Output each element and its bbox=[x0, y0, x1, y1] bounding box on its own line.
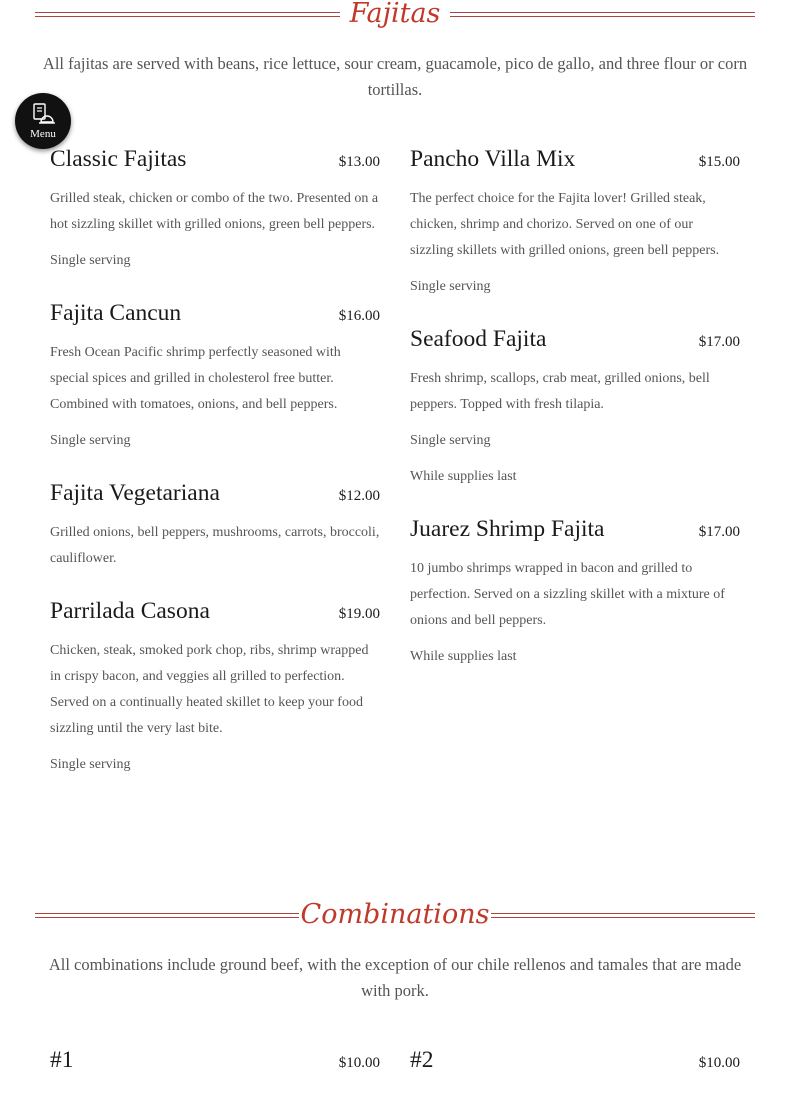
item-note: While supplies last bbox=[410, 469, 517, 484]
combinations-right-column bbox=[410, 1047, 740, 1103]
menu-item bbox=[410, 146, 740, 300]
menu-item bbox=[50, 598, 380, 778]
combinations-intro: All combinations include ground beef, with the exception of our chile rellenos and tamales that are made with pork. bbox=[48, 955, 742, 1000]
item-name: Seafood Fajita bbox=[410, 326, 547, 352]
item-price: $12.00 bbox=[338, 488, 380, 504]
menu-item bbox=[50, 300, 380, 454]
menu-button-label: Menu bbox=[30, 128, 56, 140]
menu-item bbox=[50, 480, 380, 572]
item-name: Parrilada Casona bbox=[50, 598, 210, 624]
combinations-section-header bbox=[35, 895, 755, 935]
item-description: Chicken, steak, smoked pork chop, ribs, shrimp wrapped in crispy bacon, and veggies all grilled to perfection. Served on a continually heated skillet to keep your food sizzling until the very last bite. bbox=[50, 643, 369, 736]
item-note: While supplies last bbox=[410, 649, 517, 664]
menu-item bbox=[50, 146, 380, 274]
combinations-title: Combinations bbox=[300, 899, 490, 930]
combinations-left-column bbox=[50, 1047, 380, 1103]
item-name: #1 bbox=[50, 1047, 74, 1073]
menu-item bbox=[410, 516, 740, 670]
item-description: Grilled onions, bell peppers, mushrooms, carrots, broccoli, cauliflower. bbox=[50, 525, 380, 566]
item-name: Fajita Cancun bbox=[50, 300, 182, 326]
item-price: $13.00 bbox=[338, 154, 380, 170]
item-name: Pancho Villa Mix bbox=[410, 146, 576, 172]
item-name: #2 bbox=[410, 1047, 434, 1073]
menu-item bbox=[50, 1047, 380, 1077]
item-price: $10.00 bbox=[698, 1055, 740, 1071]
item-note: Single serving bbox=[410, 433, 491, 448]
item-name: Fajita Vegetariana bbox=[50, 480, 220, 506]
fajitas-section-header bbox=[35, 0, 755, 34]
item-name: Juarez Shrimp Fajita bbox=[410, 516, 605, 542]
menu-book-icon bbox=[30, 102, 56, 128]
fajitas-title: Fajitas bbox=[349, 0, 441, 29]
item-note: Single serving bbox=[50, 433, 131, 448]
item-price: $17.00 bbox=[698, 524, 740, 540]
item-price: $10.00 bbox=[338, 1055, 380, 1071]
fajitas-intro: All fajitas are served with beans, rice lettuce, sour cream, guacamole, pico de gallo, and three flour or corn tortillas. bbox=[42, 54, 748, 99]
fajitas-left-column bbox=[50, 146, 380, 804]
item-price: $16.00 bbox=[338, 308, 380, 324]
item-note: Single serving bbox=[410, 279, 491, 294]
item-description: The perfect choice for the Fajita lover! Grilled steak, chicken, shrimp and chorizo. Served on one of our sizzling skillets with grilled onions, green bell peppers. bbox=[410, 191, 720, 258]
menu-item bbox=[410, 1047, 740, 1077]
item-description: Grilled steak, chicken or combo of the two. Presented on a hot sizzling skillet with grilled onions, green bell peppers. bbox=[50, 191, 379, 232]
item-price: $17.00 bbox=[698, 334, 740, 350]
item-description: 10 jumbo shrimps wrapped in bacon and grilled to perfection. Served on a sizzling skillet with a mixture of onions and bell peppers. bbox=[410, 561, 725, 628]
item-note: Single serving bbox=[50, 757, 131, 772]
menu-item bbox=[410, 326, 740, 490]
fajitas-right-column bbox=[410, 146, 740, 696]
item-name: Classic Fajitas bbox=[50, 146, 187, 172]
item-description: Fresh Ocean Pacific shrimp perfectly seasoned with special spices and grilled in cholesterol free butter. Combined with tomatoes, onions, and bell peppers. bbox=[50, 345, 341, 412]
item-description: Fresh shrimp, scallops, crab meat, grilled onions, bell peppers. Topped with fresh tilapia. bbox=[410, 371, 710, 412]
item-price: $19.00 bbox=[338, 606, 380, 622]
item-note: Single serving bbox=[50, 253, 131, 268]
item-price: $15.00 bbox=[698, 154, 740, 170]
menu-button[interactable] bbox=[15, 93, 71, 149]
